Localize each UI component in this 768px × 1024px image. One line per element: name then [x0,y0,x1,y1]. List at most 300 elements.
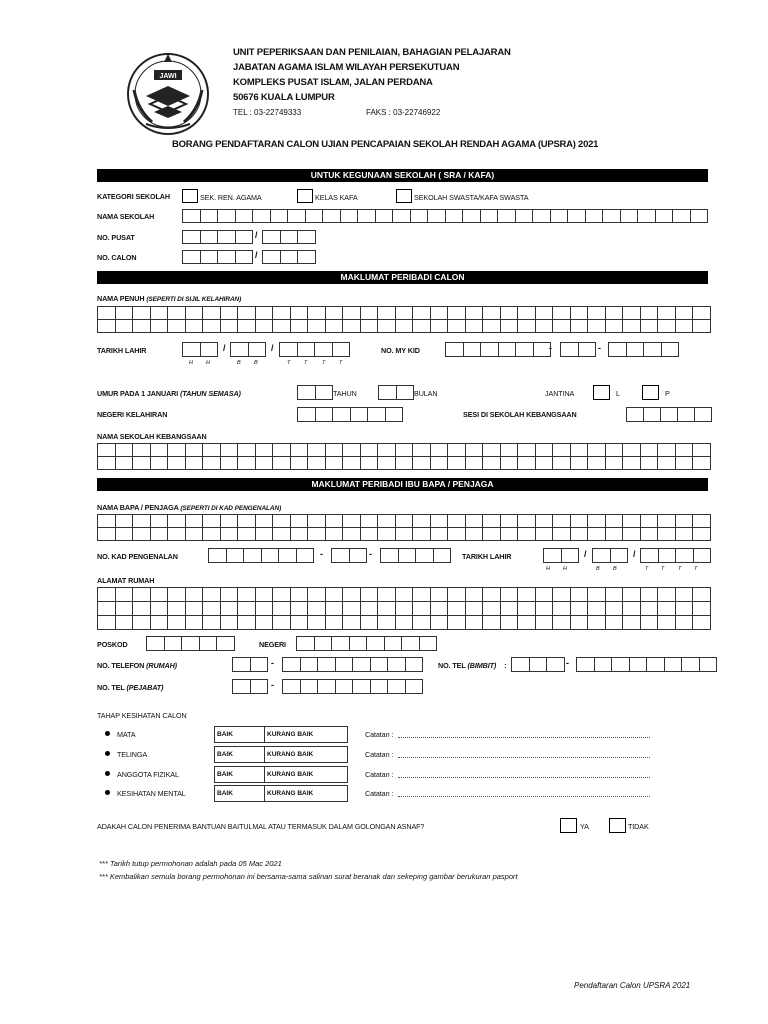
input-cell[interactable] [445,342,464,357]
input-cell[interactable] [535,319,554,333]
input-cell[interactable] [387,657,406,672]
input-cell[interactable] [412,587,431,602]
input-cell[interactable] [480,209,499,223]
input-cell[interactable] [605,527,624,541]
input-cell[interactable] [250,679,269,694]
input-nama-sekolah[interactable] [182,209,708,223]
input-cell[interactable] [352,679,371,694]
input-cell[interactable] [500,319,519,333]
input-cell[interactable] [255,456,274,470]
input-cell[interactable] [675,527,694,541]
input-cell[interactable] [255,601,274,616]
input-cell[interactable] [415,548,434,563]
input-cell[interactable] [255,306,274,320]
input-cell[interactable] [360,527,379,541]
input-cell[interactable] [395,443,414,457]
input-cell[interactable] [217,230,236,244]
input-cell[interactable] [430,587,449,602]
input-cell[interactable] [610,548,629,563]
input-cell[interactable] [657,587,676,602]
input-cell[interactable] [699,657,718,672]
input-cell[interactable] [335,657,354,672]
input-cell[interactable] [200,230,219,244]
input-cell[interactable] [305,209,324,223]
input-cell[interactable] [220,601,239,616]
input-cell[interactable] [290,443,309,457]
input-cell[interactable] [297,342,316,357]
input-cell[interactable] [626,407,644,422]
input-cell[interactable] [410,209,429,223]
input-cell[interactable] [331,636,350,651]
input-cell[interactable] [500,615,519,630]
input-cell[interactable] [150,456,169,470]
input-cell[interactable] [447,615,466,630]
input-tel-pejabat-b[interactable] [282,679,423,694]
input-cell[interactable] [360,319,379,333]
input-tel-rumah-b[interactable] [282,657,423,672]
input-cell[interactable] [546,657,565,672]
input-cell[interactable] [290,514,309,528]
input-cell[interactable] [182,342,201,357]
checkbox-asnaf-tidak[interactable] [609,818,626,833]
input-cell[interactable] [262,250,281,264]
input-no-pusat-b[interactable] [262,230,316,244]
input-cell[interactable] [482,306,501,320]
input-cell[interactable] [640,306,659,320]
input-cell[interactable] [657,306,676,320]
input-cell[interactable] [290,527,309,541]
input-cell[interactable] [497,209,516,223]
input-cell[interactable] [677,407,695,422]
input-cell[interactable] [465,587,484,602]
input-poskod[interactable] [146,636,235,651]
input-cell[interactable] [570,443,589,457]
input-cell[interactable] [622,601,641,616]
input-cell[interactable] [535,514,554,528]
input-cell[interactable] [535,527,554,541]
input-cell[interactable] [395,615,414,630]
input-cell[interactable] [692,601,711,616]
input-cell[interactable] [252,209,271,223]
input-cell[interactable] [342,527,361,541]
input-cell[interactable] [342,443,361,457]
checkbox-anggota-baik[interactable]: BAIK [214,766,265,783]
input-cell[interactable] [430,443,449,457]
input-cell[interactable] [287,209,306,223]
input-cell[interactable] [360,306,379,320]
input-cell[interactable] [412,514,431,528]
input-cell[interactable] [297,385,316,400]
input-negeri[interactable] [296,636,437,651]
checkbox-telinga-kurang-baik[interactable]: KURANG BAIK [264,746,348,763]
input-cell[interactable] [317,679,336,694]
input-cell[interactable] [517,306,536,320]
input-cell[interactable] [97,587,116,602]
input-cell[interactable] [401,636,420,651]
input-cell[interactable] [282,657,301,672]
input-cell[interactable] [675,306,694,320]
input-cell[interactable] [307,456,326,470]
input-cell[interactable] [297,250,316,264]
input-cell[interactable] [681,657,700,672]
input-cell[interactable] [237,443,256,457]
input-cell[interactable] [360,443,379,457]
input-cell[interactable] [657,514,676,528]
input-cell[interactable] [385,407,404,422]
input-cell[interactable] [587,527,606,541]
input-cell[interactable] [622,319,641,333]
input-cell[interactable] [115,319,134,333]
input-tarikh-bulan[interactable] [230,342,266,357]
input-cell[interactable] [202,306,221,320]
input-cell[interactable] [115,514,134,528]
input-cell[interactable] [657,527,676,541]
input-cell[interactable] [405,679,424,694]
input-cell[interactable] [325,587,344,602]
input-cell[interactable] [167,456,186,470]
input-cell[interactable] [587,587,606,602]
input-cell[interactable] [640,443,659,457]
input-cell[interactable] [576,657,595,672]
input-cell[interactable] [235,209,254,223]
input-cell[interactable] [297,407,316,422]
input-cell[interactable] [517,443,536,457]
input-cell[interactable] [342,615,361,630]
input-cell[interactable] [132,527,151,541]
input-cell[interactable] [272,443,291,457]
input-cell[interactable] [552,615,571,630]
input-cell[interactable] [220,456,239,470]
input-cell[interactable] [587,319,606,333]
input-cell[interactable] [430,456,449,470]
input-cell[interactable] [307,514,326,528]
input-cell[interactable] [465,615,484,630]
input-cell[interactable] [602,209,621,223]
input-cell[interactable] [535,306,554,320]
input-cell[interactable] [202,456,221,470]
input-cell[interactable] [261,548,280,563]
input-cell[interactable] [182,230,201,244]
input-cell[interactable] [552,306,571,320]
input-cell[interactable] [185,601,204,616]
input-cell[interactable] [535,615,554,630]
input-cell[interactable] [646,657,665,672]
input-cell[interactable] [447,514,466,528]
input-cell[interactable] [290,587,309,602]
input-cell[interactable] [552,527,571,541]
input-cell[interactable] [235,250,254,264]
input-cell[interactable] [594,657,613,672]
input-cell[interactable] [185,319,204,333]
input-cell[interactable] [535,587,554,602]
input-cell[interactable] [200,250,219,264]
input-cell[interactable] [332,407,351,422]
input-cell[interactable] [657,443,676,457]
input-cell[interactable] [272,319,291,333]
input-cell[interactable] [675,443,694,457]
input-cell[interactable] [237,306,256,320]
input-cell[interactable] [342,514,361,528]
input-cell[interactable] [465,456,484,470]
input-cell[interactable] [97,306,116,320]
input-cell[interactable] [200,209,219,223]
input-no-calon-b[interactable] [262,250,316,264]
input-cell[interactable] [202,615,221,630]
input-cell[interactable] [482,319,501,333]
input-cell[interactable] [360,456,379,470]
input-cell[interactable] [605,514,624,528]
input-cell[interactable] [237,527,256,541]
input-cell[interactable] [132,601,151,616]
checkbox-mata-baik[interactable]: BAIK [214,726,265,743]
input-cell[interactable] [115,306,134,320]
input-cell[interactable] [167,527,186,541]
input-cell[interactable] [150,306,169,320]
input-cell[interactable] [430,319,449,333]
input-cell[interactable] [325,615,344,630]
input-cell[interactable] [97,615,116,630]
input-cell[interactable] [279,342,298,357]
input-cell[interactable] [360,615,379,630]
input-cell[interactable] [185,306,204,320]
input-cell[interactable] [167,615,186,630]
input-no-pusat-a[interactable] [182,230,253,244]
input-cell[interactable] [237,456,256,470]
input-cell[interactable] [314,636,333,651]
input-cell[interactable] [352,657,371,672]
input-cell[interactable] [570,514,589,528]
input-cell[interactable] [692,456,711,470]
input-cell[interactable] [377,615,396,630]
input-cell[interactable] [255,527,274,541]
input-cell[interactable] [694,407,712,422]
input-cell[interactable] [132,319,151,333]
input-cell[interactable] [640,319,659,333]
input-cell[interactable] [517,319,536,333]
input-cell[interactable] [482,601,501,616]
input-cell[interactable] [300,679,319,694]
input-cell[interactable] [482,443,501,457]
input-cell[interactable] [377,319,396,333]
input-cell[interactable] [132,443,151,457]
input-cell[interactable] [202,514,221,528]
input-cell[interactable] [325,319,344,333]
input-cell[interactable] [185,527,204,541]
input-cell[interactable] [482,527,501,541]
input-cell[interactable] [515,342,534,357]
input-cell[interactable] [360,514,379,528]
input-cell[interactable] [235,230,254,244]
input-cell[interactable] [608,342,627,357]
input-cell[interactable] [132,306,151,320]
input-cell[interactable] [447,601,466,616]
input-cell[interactable] [182,209,201,223]
input-cell[interactable] [220,527,239,541]
input-tarikh-hari[interactable] [182,342,218,357]
input-cell[interactable] [167,443,186,457]
input-cell[interactable] [447,456,466,470]
input-alamat-2[interactable] [97,601,711,616]
input-cell[interactable] [675,548,694,563]
input-cell[interactable] [395,456,414,470]
input-cell[interactable] [378,385,397,400]
input-cell[interactable] [375,209,394,223]
input-mykid-c[interactable] [608,342,679,357]
input-tel-rumah-a[interactable] [232,657,268,672]
input-cell[interactable] [605,443,624,457]
input-cell[interactable] [570,456,589,470]
input-cell[interactable] [412,601,431,616]
input-cell[interactable] [282,679,301,694]
input-cell[interactable] [342,319,361,333]
input-tarikh-bapa-tahun[interactable] [640,548,711,563]
input-cell[interactable] [237,587,256,602]
input-cell[interactable] [395,319,414,333]
input-cell[interactable] [622,615,641,630]
input-sesi[interactable] [626,407,712,422]
input-cell[interactable] [97,527,116,541]
input-cell[interactable] [465,601,484,616]
input-cell[interactable] [412,527,431,541]
input-cell[interactable] [367,407,386,422]
input-cell[interactable] [208,548,227,563]
input-cell[interactable] [430,306,449,320]
input-cell[interactable] [237,615,256,630]
input-cell[interactable] [217,250,236,264]
input-cell[interactable] [360,601,379,616]
input-cell[interactable] [230,342,249,357]
input-cell[interactable] [314,342,333,357]
input-cell[interactable] [350,407,369,422]
input-cell[interactable] [370,657,389,672]
input-cell[interactable] [463,342,482,357]
input-cell[interactable] [296,548,315,563]
input-cell[interactable] [640,514,659,528]
input-cell[interactable] [232,679,251,694]
input-cell[interactable] [587,443,606,457]
input-cell[interactable] [658,548,677,563]
input-cell[interactable] [500,527,519,541]
input-cell[interactable] [552,601,571,616]
input-cell[interactable] [255,319,274,333]
input-cell[interactable] [132,514,151,528]
input-cell[interactable] [377,306,396,320]
input-cell[interactable] [529,657,548,672]
input-cell[interactable] [465,443,484,457]
input-cell[interactable] [297,230,316,244]
input-cell[interactable] [296,636,315,651]
input-cell[interactable] [185,615,204,630]
input-cell[interactable] [248,342,267,357]
input-cell[interactable] [370,679,389,694]
input-cell[interactable] [272,527,291,541]
input-tel-bimbit-b[interactable] [576,657,717,672]
input-cell[interactable] [202,319,221,333]
input-cell[interactable] [202,587,221,602]
input-cell[interactable] [672,209,691,223]
input-cell[interactable] [640,615,659,630]
input-cell[interactable] [675,456,694,470]
input-cell[interactable] [150,527,169,541]
input-cell[interactable] [690,209,709,223]
input-cell[interactable] [395,601,414,616]
input-cell[interactable] [395,306,414,320]
input-cell[interactable] [255,587,274,602]
input-cell[interactable] [150,587,169,602]
input-cell[interactable] [611,657,630,672]
input-cell[interactable] [202,527,221,541]
input-cell[interactable] [605,587,624,602]
input-cell[interactable] [605,319,624,333]
input-cell[interactable] [307,306,326,320]
input-cell[interactable] [622,587,641,602]
input-cell[interactable] [322,209,341,223]
input-cell[interactable] [517,514,536,528]
input-cell[interactable] [629,657,648,672]
input-cell[interactable] [115,601,134,616]
input-cell[interactable] [419,636,438,651]
input-cell[interactable] [325,443,344,457]
input-cell[interactable] [515,209,534,223]
input-cell[interactable] [500,514,519,528]
input-cell[interactable] [255,514,274,528]
input-cell[interactable] [552,443,571,457]
input-cell[interactable] [447,306,466,320]
input-cell[interactable] [146,636,165,651]
input-cell[interactable] [280,230,299,244]
input-cell[interactable] [433,548,452,563]
checkbox-jantina-p[interactable] [642,385,659,400]
input-cell[interactable] [605,306,624,320]
input-cell[interactable] [272,587,291,602]
input-cell[interactable] [226,548,245,563]
input-cell[interactable] [570,319,589,333]
input-nama-bapa-2[interactable] [97,527,711,541]
input-cell[interactable] [517,587,536,602]
input-cell[interactable] [517,615,536,630]
input-cell[interactable] [216,636,235,651]
input-cell[interactable] [115,527,134,541]
input-cell[interactable] [693,548,712,563]
input-cell[interactable] [462,209,481,223]
input-kp-a[interactable] [208,548,314,563]
input-cell[interactable] [395,587,414,602]
input-cell[interactable] [465,306,484,320]
input-cell[interactable] [167,587,186,602]
input-cell[interactable] [182,250,201,264]
catatan-line-telinga[interactable] [398,757,650,758]
input-cell[interactable] [185,587,204,602]
input-cell[interactable] [115,615,134,630]
input-cell[interactable] [220,443,239,457]
input-cell[interactable] [331,548,350,563]
input-cell[interactable] [587,514,606,528]
input-nama-sk-2[interactable] [97,456,711,470]
input-mykid-a[interactable] [445,342,551,357]
input-cell[interactable] [307,587,326,602]
input-cell[interactable] [342,456,361,470]
input-cell[interactable] [447,587,466,602]
input-cell[interactable] [398,548,417,563]
input-cell[interactable] [342,601,361,616]
input-cell[interactable] [500,443,519,457]
input-cell[interactable] [500,601,519,616]
input-cell[interactable] [290,456,309,470]
input-tarikh-tahun[interactable] [279,342,350,357]
input-cell[interactable] [396,385,415,400]
input-cell[interactable] [377,456,396,470]
input-cell[interactable] [430,514,449,528]
